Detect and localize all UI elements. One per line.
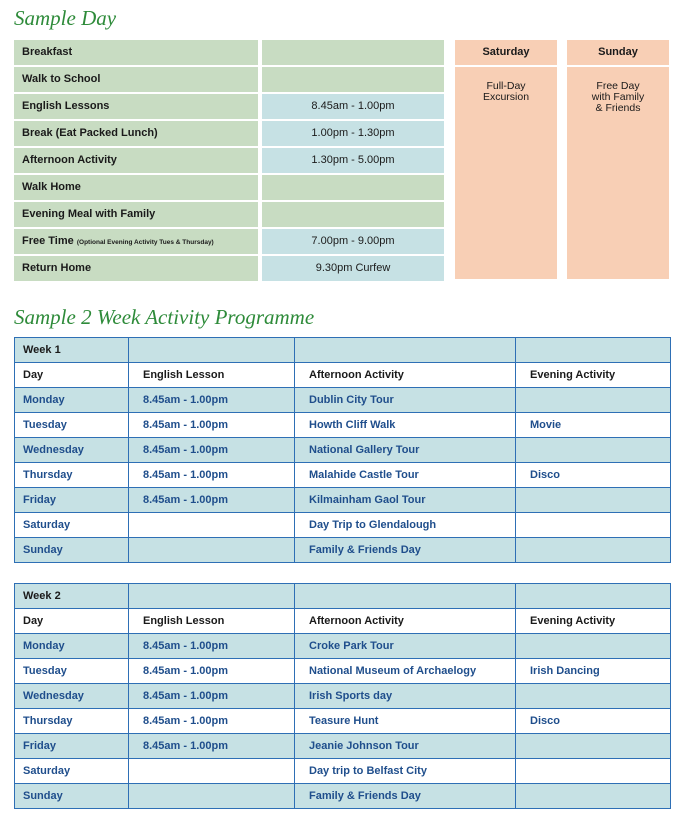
table-cell: Sunday: [15, 784, 129, 809]
table-cell: Irish Sports day: [295, 684, 516, 709]
table-cell: Thursday: [15, 463, 129, 488]
table-cell: Day trip to Belfast City: [295, 759, 516, 784]
table-cell: Evening Activity: [516, 609, 671, 634]
table-row: [15, 784, 671, 809]
schedule-activity-label: Return Home: [22, 262, 92, 274]
table-row: [15, 734, 671, 759]
schedule-row: [14, 121, 444, 146]
table-cell: National Gallery Tour: [295, 438, 516, 463]
table-row: [15, 684, 671, 709]
table-cell: [295, 584, 516, 609]
table-cell: [295, 338, 516, 363]
week-label-row: [15, 338, 671, 363]
schedule-row: [14, 67, 444, 92]
sunday-line: Free Day: [596, 80, 640, 92]
schedule-time: [262, 175, 444, 200]
schedule-activity-label: Afternoon Activity: [22, 154, 117, 166]
table-cell: Tuesday: [15, 413, 129, 438]
schedule-time: 1.00pm - 1.30pm: [262, 121, 444, 146]
schedule-activity: [14, 229, 258, 254]
table-cell: Week 1: [15, 338, 129, 363]
table-cell: [516, 538, 671, 563]
table-cell: [129, 759, 295, 784]
table-cell: Wednesday: [15, 438, 129, 463]
table-cell: Disco: [516, 463, 671, 488]
table-cell: Sunday: [15, 538, 129, 563]
schedule-activity-label: Walk to School: [22, 73, 101, 85]
table-cell: Tuesday: [15, 659, 129, 684]
schedule-row: [14, 229, 444, 254]
table-header-row: [15, 363, 671, 388]
schedule-activity: [14, 94, 258, 119]
schedule-activity: [14, 256, 258, 281]
table-row: [15, 538, 671, 563]
table-row: [15, 488, 671, 513]
saturday-column: [455, 40, 557, 279]
sunday-line: & Friends: [595, 102, 641, 114]
schedule-row: [14, 175, 444, 200]
table-cell: Afternoon Activity: [295, 609, 516, 634]
table-row: [15, 709, 671, 734]
saturday-line: Full-Day: [486, 80, 526, 92]
table-cell: [129, 584, 295, 609]
schedule-row: [14, 202, 444, 227]
schedule-row: [14, 148, 444, 173]
table-cell: Thursday: [15, 709, 129, 734]
table-header-row: [15, 609, 671, 634]
schedule-activity-label: Breakfast: [22, 46, 73, 58]
schedule-time: [262, 67, 444, 92]
table-cell: Irish Dancing: [516, 659, 671, 684]
table-cell: Saturday: [15, 759, 129, 784]
table-cell: [516, 513, 671, 538]
table-cell: Jeanie Johnson Tour: [295, 734, 516, 759]
schedule-activity-label: Free Time: [22, 235, 74, 247]
table-cell: 8.45am - 1.00pm: [129, 659, 295, 684]
schedule-time: [262, 202, 444, 227]
table-cell: Friday: [15, 734, 129, 759]
table-cell: [516, 488, 671, 513]
schedule-activity-label: Evening Meal with Family: [22, 208, 156, 220]
table-cell: Evening Activity: [516, 363, 671, 388]
table-cell: English Lesson: [129, 609, 295, 634]
table-row: [15, 634, 671, 659]
table-cell: Malahide Castle Tour: [295, 463, 516, 488]
table-cell: [516, 734, 671, 759]
table-row: [15, 413, 671, 438]
table-cell: [129, 784, 295, 809]
table-cell: [516, 338, 671, 363]
table-cell: 8.45am - 1.00pm: [129, 684, 295, 709]
table-cell: [516, 684, 671, 709]
schedule-row: [14, 40, 444, 65]
saturday-header: Saturday: [455, 40, 557, 67]
programme-title: Sample 2 Week Activity Programme: [14, 305, 315, 329]
table-cell: Disco: [516, 709, 671, 734]
table-cell: Family & Friends Day: [295, 784, 516, 809]
table-cell: English Lesson: [129, 363, 295, 388]
table-cell: 8.45am - 1.00pm: [129, 634, 295, 659]
schedule-activity: [14, 202, 258, 227]
table-cell: Day Trip to Glendalough: [295, 513, 516, 538]
table-row: [15, 759, 671, 784]
week-1-table: [14, 337, 671, 563]
schedule-activity-label: English Lessons: [22, 100, 110, 112]
schedule-activity: [14, 121, 258, 146]
table-cell: [516, 388, 671, 413]
schedule-activity: [14, 67, 258, 92]
table-row: [15, 438, 671, 463]
week-2-table: [14, 583, 671, 809]
sunday-description: [567, 67, 669, 114]
schedule-time: [262, 40, 444, 65]
table-cell: Howth Cliff Walk: [295, 413, 516, 438]
week-label-row: [15, 584, 671, 609]
table-cell: 8.45am - 1.00pm: [129, 709, 295, 734]
saturday-description: [455, 67, 557, 103]
sunday-line: with Family: [591, 91, 645, 103]
schedule-time: 7.00pm - 9.00pm: [262, 229, 444, 254]
table-cell: Day: [15, 363, 129, 388]
table-cell: Dublin City Tour: [295, 388, 516, 413]
table-cell: Kilmainham Gaol Tour: [295, 488, 516, 513]
table-cell: [516, 759, 671, 784]
table-cell: Teasure Hunt: [295, 709, 516, 734]
sample-day-title: Sample Day: [14, 6, 117, 30]
schedule-row: [14, 256, 444, 281]
schedule-activity: [14, 175, 258, 200]
table-cell: [129, 513, 295, 538]
sunday-column: [567, 40, 669, 279]
table-cell: [129, 338, 295, 363]
table-row: [15, 463, 671, 488]
schedule-row: [14, 94, 444, 119]
table-cell: Movie: [516, 413, 671, 438]
schedule-time: 9.30pm Curfew: [262, 256, 444, 281]
table-cell: Day: [15, 609, 129, 634]
sunday-header: Sunday: [567, 40, 669, 67]
table-cell: Afternoon Activity: [295, 363, 516, 388]
schedule-activity-label: Walk Home: [22, 181, 81, 193]
schedule-time: 1.30pm - 5.00pm: [262, 148, 444, 173]
schedule-activity-note: (Optional Evening Activity Tues & Thursday): [76, 239, 214, 246]
table-cell: Week 2: [15, 584, 129, 609]
table-cell: Friday: [15, 488, 129, 513]
table-cell: 8.45am - 1.00pm: [129, 413, 295, 438]
saturday-line: Excursion: [482, 91, 530, 103]
table-cell: 8.45am - 1.00pm: [129, 438, 295, 463]
table-cell: 8.45am - 1.00pm: [129, 734, 295, 759]
table-cell: [516, 584, 671, 609]
schedule-activity: [14, 148, 258, 173]
table-row: [15, 659, 671, 684]
table-cell: National Museum of Archaelogy: [295, 659, 516, 684]
table-cell: [129, 538, 295, 563]
table-cell: 8.45am - 1.00pm: [129, 463, 295, 488]
table-cell: Saturday: [15, 513, 129, 538]
table-row: [15, 388, 671, 413]
schedule-activity-label: Break (Eat Packed Lunch): [22, 127, 158, 139]
table-cell: Croke Park Tour: [295, 634, 516, 659]
table-cell: Monday: [15, 634, 129, 659]
table-cell: Monday: [15, 388, 129, 413]
table-cell: 8.45am - 1.00pm: [129, 488, 295, 513]
table-cell: [516, 784, 671, 809]
table-cell: [516, 634, 671, 659]
table-cell: 8.45am - 1.00pm: [129, 388, 295, 413]
table-cell: [516, 438, 671, 463]
table-row: [15, 513, 671, 538]
table-cell: Family & Friends Day: [295, 538, 516, 563]
table-cell: Wednesday: [15, 684, 129, 709]
schedule-time: 8.45am - 1.00pm: [262, 94, 444, 119]
schedule-activity: [14, 40, 258, 65]
